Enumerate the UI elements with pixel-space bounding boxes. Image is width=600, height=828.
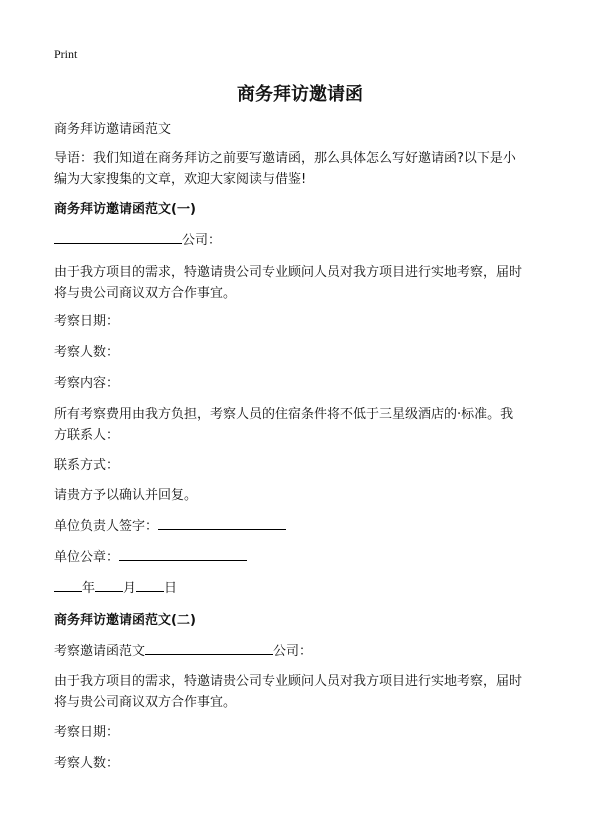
content-label: 考察内容： [54, 376, 120, 391]
date-line [54, 578, 177, 599]
section-2-heading: 商务拜访邀请函范文(二) [54, 613, 196, 628]
invite-prefix: 考察邀请函范文 [54, 644, 146, 659]
seal-label: 单位公章： [54, 550, 120, 565]
invite-line [54, 641, 312, 662]
month-blank [95, 578, 123, 592]
blank-line [54, 230, 182, 244]
s2-para1-line-2: 将与贵公司商议双方合作事宜。 [54, 695, 237, 710]
seal-line [54, 547, 247, 568]
section-1-heading: 商务拜访邀请函范文(一) [54, 202, 196, 217]
company-suffix: 公司： [182, 233, 222, 248]
intro-line-1: 导语：我们知道在商务拜访之前要写邀请函，那么具体怎么写好邀请函?以下是小 [54, 151, 516, 166]
subtitle: 商务拜访邀请函范文 [54, 122, 172, 137]
year-label: 年 [82, 581, 96, 596]
s2-count-label: 考察人数： [54, 756, 120, 771]
invite-blank [145, 641, 273, 655]
intro-line-2: 编为大家搜集的文章，欢迎大家阅读与借鉴! [54, 172, 307, 187]
s2-para1-line-1: 由于我方项目的需求，特邀请贵公司专业顾问人员对我方项目进行实地考察，届时 [54, 674, 523, 689]
page-title: 商务拜访邀请函 [237, 84, 363, 105]
s2-date-label: 考察日期： [54, 725, 120, 740]
seal-blank [119, 547, 247, 561]
para2-line-1: 所有考察费用由我方负担，考察人员的住宿条件将不低于三星级酒店的·标准。我 [54, 407, 514, 422]
confirm-text: 请贵方予以确认并回复。 [54, 488, 198, 503]
sign-label: 单位负责人签字： [54, 519, 159, 534]
sign-line [54, 516, 286, 537]
print-link[interactable]: Print [54, 47, 78, 61]
company-line [54, 230, 221, 251]
para1-line-2: 将与贵公司商议双方合作事宜。 [54, 286, 237, 301]
day-label: 日 [164, 581, 178, 596]
para2-line-2: 方联系人： [54, 428, 120, 443]
contact-label: 联系方式： [54, 458, 120, 473]
invite-company-suffix: 公司： [273, 644, 313, 659]
count-label: 考察人数： [54, 345, 120, 360]
year-blank [54, 578, 82, 592]
month-label: 月 [123, 581, 137, 596]
day-blank [136, 578, 164, 592]
para1-line-1: 由于我方项目的需求，特邀请贵公司专业顾问人员对我方项目进行实地考察，届时 [54, 265, 523, 280]
date-label: 考察日期： [54, 314, 120, 329]
sign-blank [158, 516, 286, 530]
